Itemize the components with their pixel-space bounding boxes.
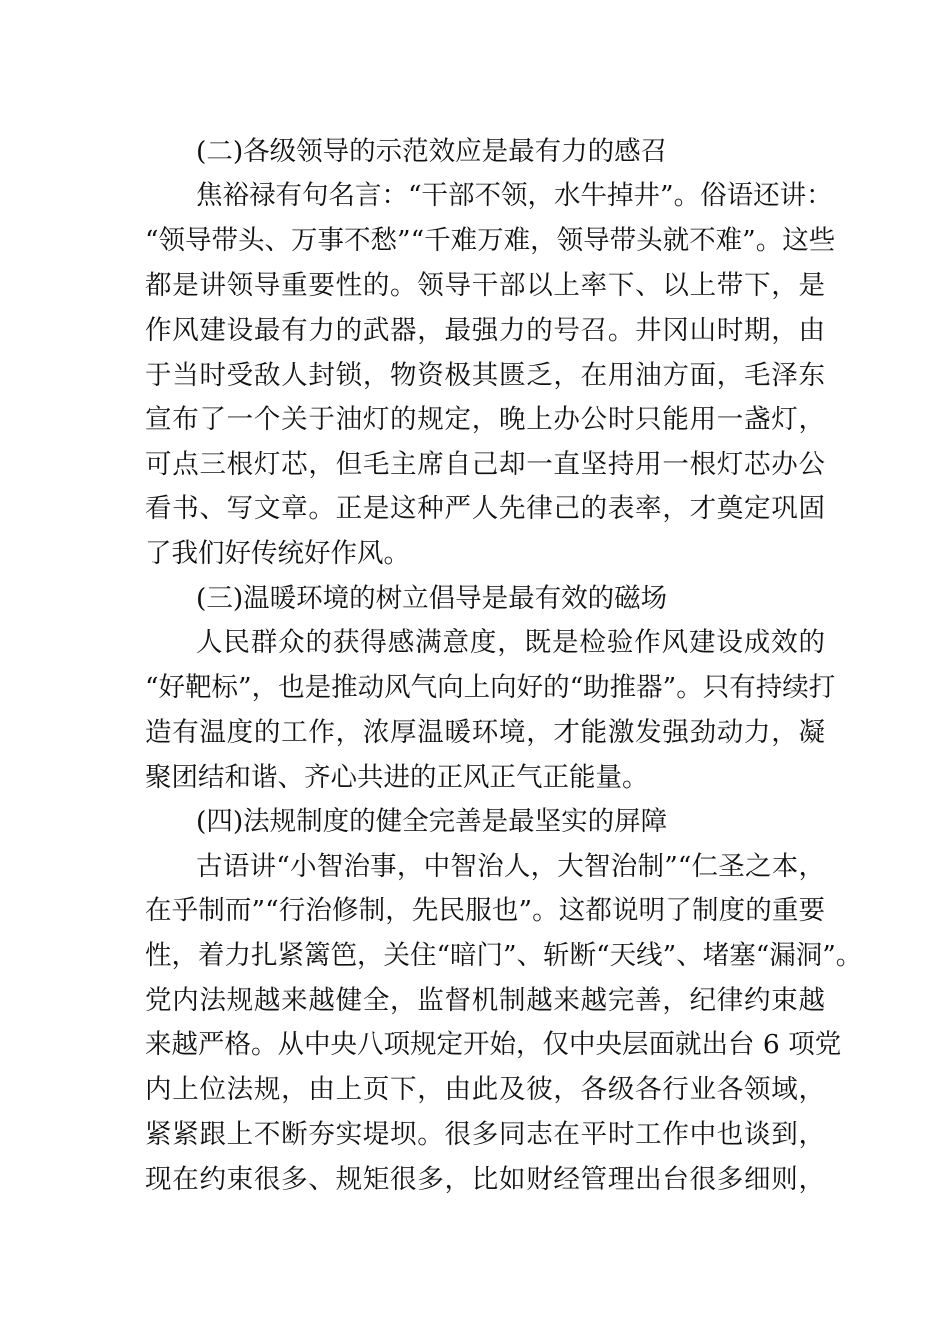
body-line: 焦裕禄有句名言：“干部不领，水牛掉井”。俗语还讲： bbox=[196, 180, 833, 211]
body-line: 人民群众的获得感满意度，既是检验作风建设成效的 bbox=[196, 627, 825, 658]
body-line: 造有温度的工作，浓厚温暖环境，才能激发强劲动力，凝 bbox=[145, 717, 825, 748]
body-line: “好靶标”，也是推动风气向上向好的“助推器”。只有持续打 bbox=[145, 672, 836, 703]
body-line: 都是讲领导重要性的。领导干部以上率下、以上带下，是 bbox=[145, 270, 825, 301]
body-line: 于当时受敌人封锁，物资极其匮乏，在用油方面，毛泽东 bbox=[145, 360, 825, 391]
heading-section-4: (四)法规制度的健全完善是最坚实的屏障 bbox=[196, 806, 668, 837]
heading-section-3: (三)温暖环境的树立倡导是最有效的磁场 bbox=[196, 583, 668, 614]
body-line: 看书、写文章。正是这种严人先律己的表率，才奠定巩固 bbox=[145, 493, 825, 524]
body-line: 了我们好传统好作风。 bbox=[145, 538, 410, 569]
body-line: 紧紧跟上不断夯实堤坝。很多同志在平时工作中也谈到， bbox=[145, 1119, 825, 1150]
body-line: 聚团结和谐、齐心共进的正风正气正能量。 bbox=[145, 762, 649, 793]
body-line: 宣布了一个关于油灯的规定，晚上办公时只能用一盏灯， bbox=[145, 404, 825, 435]
body-line: 现在约束很多、规矩很多，比如财经管理出台很多细则， bbox=[145, 1164, 825, 1195]
body-line: 来越严格。从中央八项规定开始，仅中央层面就出台 6 项党 bbox=[145, 1029, 842, 1060]
body-line: 古语讲“小智治事，中智治人，大智治制”“仁圣之本， bbox=[196, 851, 825, 882]
body-line: 性，着力扎紧篱笆，关住“暗门”、斩断“天线”、堵塞“漏洞”。 bbox=[145, 940, 863, 971]
body-line: 内上位法规，由上页下，由此及彼，各级各行业各领域， bbox=[145, 1074, 825, 1105]
body-line: “领导带头、万事不愁”“千难万难，领导带头就不难”。这些 bbox=[145, 225, 836, 256]
body-line: 党内法规越来越健全，监督机制越来越完善，纪律约束越 bbox=[145, 985, 825, 1016]
body-line: 在乎制而”“行治修制，先民服也”。这都说明了制度的重要 bbox=[145, 895, 825, 926]
body-line: 可点三根灯芯，但毛主席自己却一直坚持用一根灯芯办公 bbox=[145, 449, 825, 480]
heading-section-2: (二)各级领导的示范效应是最有力的感召 bbox=[196, 136, 668, 167]
body-line: 作风建设最有力的武器，最强力的号召。井冈山时期，由 bbox=[145, 315, 825, 346]
